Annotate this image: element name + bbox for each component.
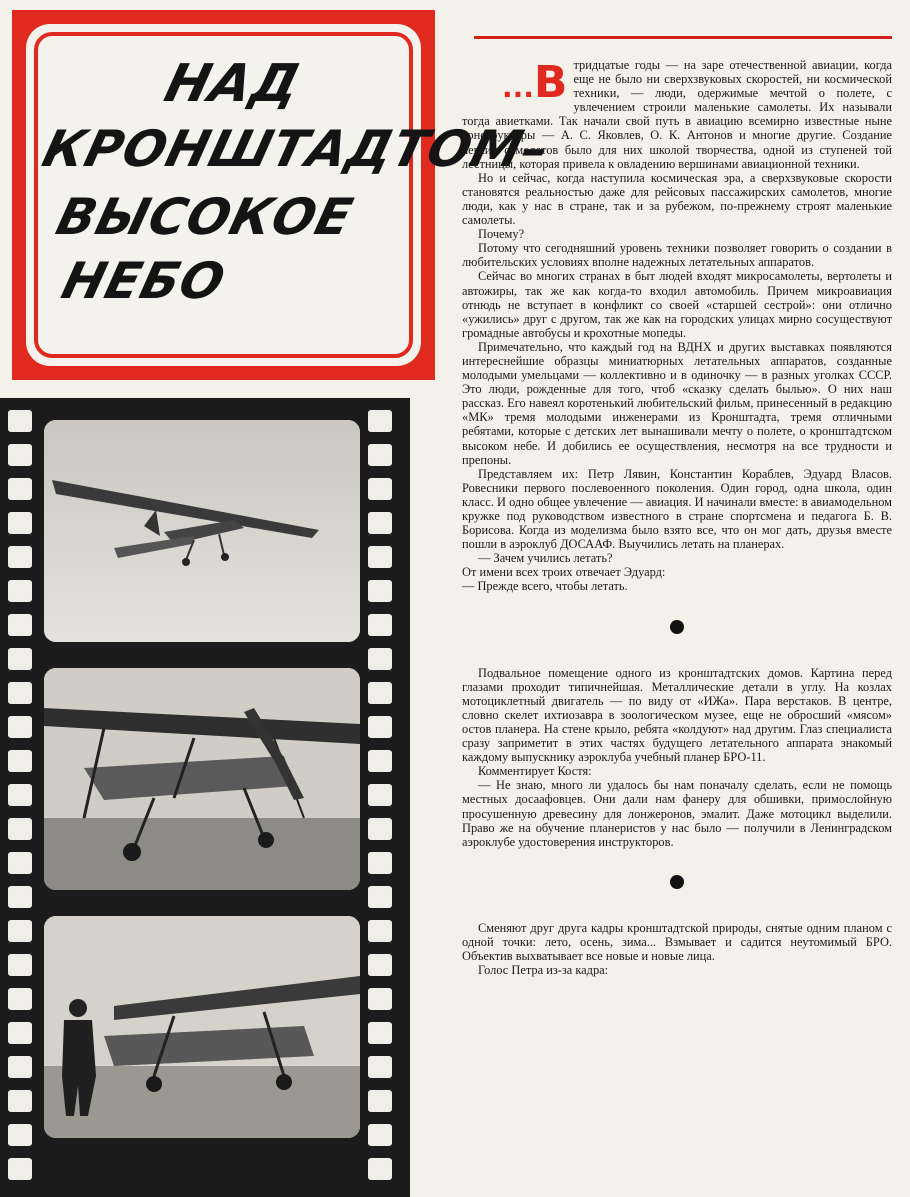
paragraph: Сейчас во многих странах в быт людей входят микросамолеты, вертолеты и автожиры, так же как когда-то входил автомобиль. Причем микроавиация отнюдь не вступает в конфликт со своей «старшей сестрой»: они отлично «ужились» друг с другом, так же как на городских улицах мирно сосуществуют громадные автобусы и крохотные мопеды. xyxy=(462,269,892,340)
film-sprocket-hole xyxy=(8,852,32,874)
film-sprocket-hole xyxy=(8,546,32,568)
paragraph: — Не знаю, много ли удалось бы нам поначалу сделать, если не помощь местных досаафовцев. Они дали нам фанеру для обшивки, примослойную просушенную древесину для лонжеронов, эмалит. Даже мотоцикл выделили. Право же на обучение планеристов у нас было — получили в Ленинградском аэроклубе удостоверения инструкторов. xyxy=(462,778,892,849)
photo-frame-3 xyxy=(44,916,360,1138)
film-sprocket-hole xyxy=(368,1022,392,1044)
film-sprocket-hole xyxy=(8,920,32,942)
paragraph: Почему? xyxy=(478,227,525,242)
article-body xyxy=(462,58,892,977)
section-bullet xyxy=(670,620,684,634)
header-rule xyxy=(474,36,892,39)
film-sprocket-hole xyxy=(368,1056,392,1078)
film-sprocket-hole xyxy=(368,512,392,534)
film-sprocket-hole xyxy=(368,410,392,432)
drop-cap xyxy=(502,57,568,108)
film-sprocket-hole xyxy=(8,954,32,976)
title-line-1: НАД xyxy=(158,54,307,114)
film-sprocket-hole xyxy=(368,784,392,806)
title-line-2: КРОНШТАДТОМ– xyxy=(36,120,556,178)
film-sprocket-hole xyxy=(8,410,32,432)
film-strip xyxy=(0,398,410,1197)
photo-pilot-with-airplane xyxy=(44,916,360,1138)
paragraph: От имени всех троих отвечает Эдуард: xyxy=(462,565,666,580)
film-sprocket-hole xyxy=(368,648,392,670)
drop-cap-dots: ... xyxy=(502,71,534,104)
film-sprocket-hole xyxy=(8,784,32,806)
film-sprocket-hole xyxy=(8,614,32,636)
paragraph: Подвальное помещение одного из кронштадтских домов. Картина перед глазами проходит типичнейшая. Металлические детали в углу. На козлах мотоциклетный двигатель — по виду от «ИЖа». Пара верстаков. В центре, словно скелет ихтиозавра в зоологическом музее, еще не обросший «мясом» остов планера. На стене крыло, ребята «колдуют» над другим. Глаз специалиста сразу заприметит в этих частях будущего летательного аппарата знакомый каждому выпускнику аэроклуба учебный планер БРО-11. xyxy=(462,665,892,765)
title-line-4: НЕБО xyxy=(56,252,232,310)
film-sprocket-hole xyxy=(368,614,392,636)
paragraph: Голос Петра из-за кадра: xyxy=(478,963,609,978)
film-sprocket-hole xyxy=(368,954,392,976)
photo-airplane-in-flight xyxy=(44,420,360,642)
photo-frame-1 xyxy=(44,420,360,642)
film-sprocket-hole xyxy=(8,512,32,534)
film-sprocket-hole xyxy=(368,852,392,874)
film-sprocket-hole xyxy=(8,716,32,738)
film-sprocket-hole xyxy=(368,546,392,568)
film-sprocket-hole xyxy=(368,580,392,602)
paragraph: Потому что сегодняшний уровень техники позволяет говорить о создании в любительских условиях вполне надежных летательных аппаратов. xyxy=(462,241,892,270)
paragraph: — Прежде всего, чтобы летать. xyxy=(462,579,628,594)
paragraph: Примечательно, что каждый год на ВДНХ и других выставках появляются интереснейшие образцы миниатюрных летательных аппаратов, созданные молодыми умельцами — коллективно и в одиночку — в разных уголках СССР. Это люди, рожденные для того, чтоб «сказку сделать былью». О них наш рассказ. Его навеял коротенький любительский фильм, принесенный в редакцию «МК» тремя молодыми инженерами из Кронштадта, тремя отличными ребятами, которые с детских лет вынашивали мечту о полете, о кронштадтском высоком небе. И добились ее осуществления, несмотря на все трудности и препоны. xyxy=(462,339,892,467)
film-sprocket-hole xyxy=(368,444,392,466)
film-sprocket-hole xyxy=(368,716,392,738)
film-sprocket-hole xyxy=(368,886,392,908)
drop-cap-letter: В xyxy=(533,57,568,108)
paragraph: — Зачем учились летать? xyxy=(478,551,613,566)
film-sprocket-hole xyxy=(8,1124,32,1146)
photo-airplane-on-ground xyxy=(44,668,360,890)
film-sprocket-hole xyxy=(8,886,32,908)
film-sprocket-hole xyxy=(8,1056,32,1078)
film-sprocket-hole xyxy=(368,1090,392,1112)
paragraph: Но и сейчас, когда наступила космическая эра, а сверхзвуковые скорости становятся реальностью даже для рейсовых пассажирских самолетов, многие люди, как у нас в стране, так и за рубежом, по-прежнему строят маленькие самолеты. xyxy=(462,170,892,228)
film-sprocket-hole xyxy=(8,1158,32,1180)
film-sprocket-hole xyxy=(8,444,32,466)
film-sprocket-hole xyxy=(368,478,392,500)
film-sprocket-hole xyxy=(8,988,32,1010)
film-sprocket-hole xyxy=(8,648,32,670)
film-sprocket-hole xyxy=(368,1124,392,1146)
film-sprocket-hole xyxy=(8,1022,32,1044)
film-sprocket-hole xyxy=(368,682,392,704)
film-sprocket-hole xyxy=(368,750,392,772)
film-sprocket-hole xyxy=(8,478,32,500)
section-bullet xyxy=(670,875,684,889)
paragraph: тридцатые годы — на заре отечественной авиации, когда еще не было ни сверхзвуковых скоростей, ни космической техники, — люди, одержимые мечтой о полете, с увлечением строили маленькие самолеты. Их называли тогда авиетками. Так начали свой путь в авиацию всемирно известные ныне конструкторы — А. С. Яковлев, О. К. Антонов и многие другие. Создание легких самолетов было для них школой творчества, одной из ступеней той лестницы, которая привела к овладению вершинами авиационной техники. xyxy=(462,58,892,171)
film-sprocket-hole xyxy=(368,988,392,1010)
paragraph: Представляем их: Петр Лявин, Константин Кораблев, Эдуард Власов. Ровесники первого послевоенного поколения. Один город, одна школа, один класс. И одно общее увлечение — авиация. И начинали вместе: в авиамодельном кружке под руководством известного в стране спортсмена и педагога Б. В. Борисова. Когда из моделизма было взято все, что он мог дать, друзья вместе пошли в аэроклуб ДОСААФ. Выучились летать на планерах. xyxy=(462,466,892,552)
film-sprocket-hole xyxy=(8,580,32,602)
paragraph: Сменяют друг друга кадры кронштадтской природы, снятые одним планом с одной точки: лето, осень, зима... Взмывает и садится неутомимый БРО. Объектив выхватывает все новые и новые лица. xyxy=(462,920,892,963)
film-sprocket-hole xyxy=(8,818,32,840)
photo-frame-2 xyxy=(44,668,360,890)
film-sprocket-hole xyxy=(368,1158,392,1180)
film-sprocket-hole xyxy=(8,750,32,772)
film-sprocket-hole xyxy=(8,682,32,704)
film-sprocket-hole xyxy=(8,1090,32,1112)
film-sprocket-hole xyxy=(368,818,392,840)
paragraph: Комментирует Костя: xyxy=(478,764,592,779)
title-line-3: ВЫСОКОЕ xyxy=(50,188,359,246)
film-sprocket-hole xyxy=(368,920,392,942)
